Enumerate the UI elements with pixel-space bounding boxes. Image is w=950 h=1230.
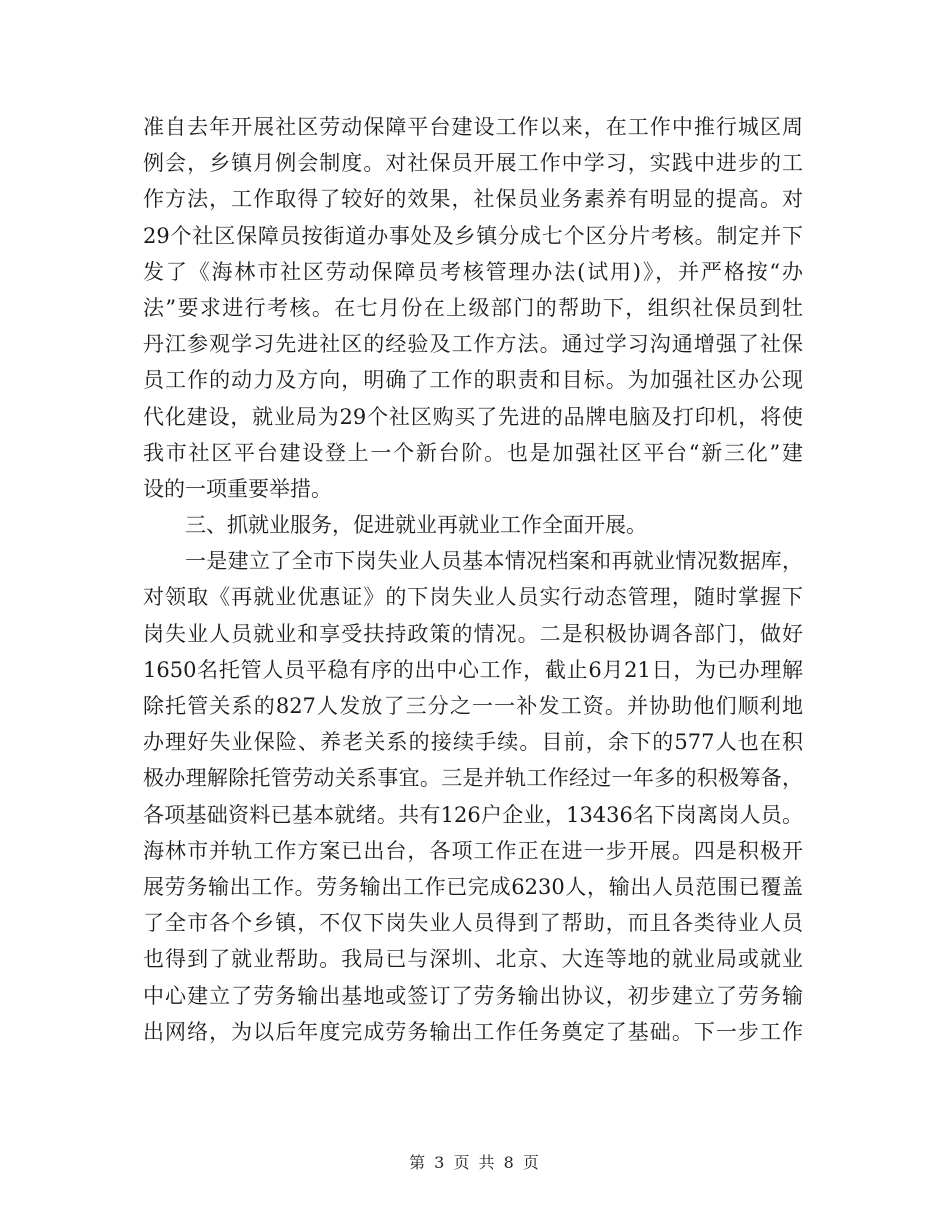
text-line: 极办理解除托管劳动关系事宜。三是并轨工作经过一年多的积极筹备， <box>143 766 803 791</box>
paragraph-3 <box>143 543 803 1050</box>
text-line: 了全市各个乡镇，不仅下岗失业人员得到了帮助，而且各类待业人员 <box>143 911 803 936</box>
text-line: 例会，乡镇月例会制度。对社保员开展工作中学习，实践中进步的工 <box>143 151 803 176</box>
text-line: 展劳务输出工作。劳务输出工作已完成6230人，输出人员范围已覆盖 <box>143 874 803 899</box>
text-line: 丹江参观学习先进社区的经验及工作方法。通过学习沟通增强了社保 <box>143 332 803 357</box>
text-line: 代化建设，就业局为29个社区购买了先进的品牌电脑及打印机，将使 <box>143 404 803 429</box>
text-line: 中心建立了劳务输出基地或签订了劳务输出协议，初步建立了劳务输 <box>143 983 803 1008</box>
text-line: 准自去年开展社区劳动保障平台建设工作以来，在工作中推行城区周 <box>143 115 803 139</box>
document-body <box>143 109 803 1050</box>
text-line: 也得到了就业帮助。我局已与深圳、北京、大连等地的就业局或就业 <box>143 947 803 972</box>
text-line: 海林市并轨工作方案已出台，各项工作正在进一步开展。四是积极开 <box>143 838 803 863</box>
text-line: 29个社区保障员按街道办事处及乡镇分成七个区分片考核。制定并下 <box>143 223 803 248</box>
text-line: 办理好失业保险、养老关系的接续手续。目前，余下的577人也在积 <box>143 730 803 755</box>
text-line: 我市社区平台建设登上一个新台阶。也是加强社区平台“新三化”建 <box>143 440 803 465</box>
text-line: 各项基础资料已基本就绪。共有126户企业，13436名下岗离岗人员。 <box>143 802 803 827</box>
text-line: 作方法，工作取得了较好的效果，社保员业务素养有明显的提高。对 <box>143 187 803 212</box>
text-line: 设的一项重要举措。 <box>143 476 332 501</box>
text-line: 除托管关系的827人发放了三分之一一补发工资。并协助他们顺利地 <box>143 694 803 718</box>
text-line: 员工作的动力及方向，明确了工作的职责和目标。为加强社区办公现 <box>143 368 803 393</box>
text-line: 发了《海林市社区劳动保障员考核管理办法(试用)》，并严格按“办 <box>143 259 803 284</box>
text-line: 法”要求进行考核。在七月份在上级部门的帮助下，组织社保员到牡 <box>143 295 803 320</box>
text-line: 1650名托管人员平稳有序的出中心工作，截止6月21日，为已办理解 <box>143 657 803 682</box>
heading-line: 三、抓就业服务，促进就业再就业工作全面开展。 <box>185 513 647 538</box>
text-line: 岗失业人员就业和享受扶持政策的情况。二是积极协调各部门，做好 <box>143 621 803 646</box>
text-line: 一是建立了全市下岗失业人员基本情况档案和再就业情况数据库， <box>185 549 803 574</box>
page-number-footer: 第 3 页 共 8 页 <box>409 1153 541 1172</box>
section-heading <box>143 507 803 543</box>
text-line: 出网络，为以后年度完成劳务输出工作任务奠定了基础。下一步工作 <box>143 1019 803 1044</box>
text-line: 对领取《再就业优惠证》的下岗失业人员实行动态管理，随时掌握下 <box>143 585 803 610</box>
paragraph-1 <box>143 109 803 507</box>
